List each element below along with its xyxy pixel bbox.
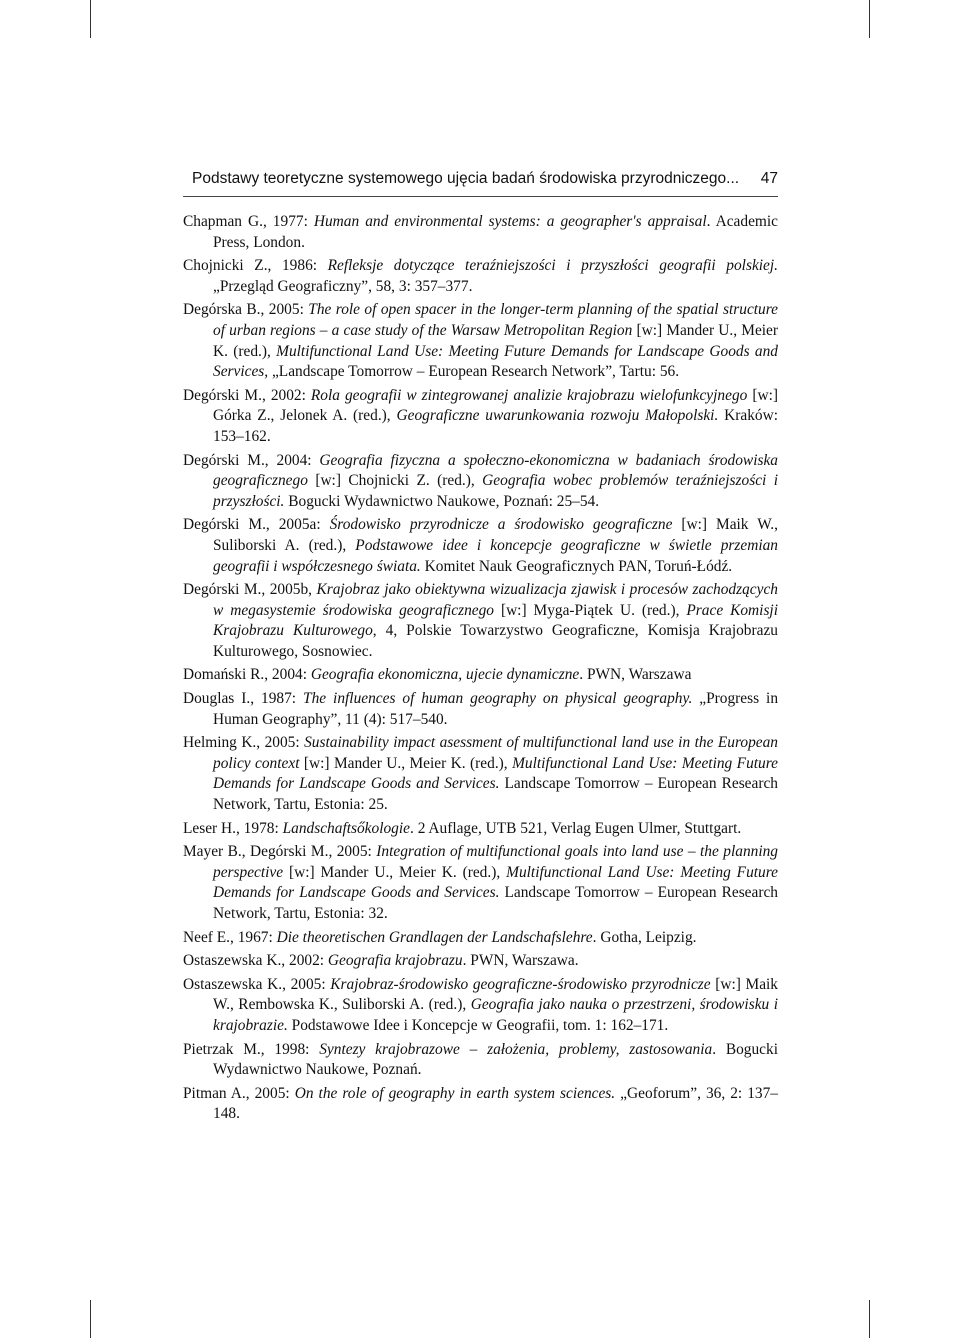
reference-entry (183, 1084, 778, 1125)
reference-title: Multifunctional Land Use: Meeting Future Demands for Landscape Goods and Services, (213, 342, 778, 381)
reference-text: „Landscape Tomorrow – European Research Network”, Tartu: 56. (268, 363, 680, 381)
reference-text: Pietrzak M., 1998: (183, 1040, 320, 1058)
reference-text: Ostaszewska K., 2005: (183, 975, 331, 993)
reference-text: „Przegląd Geograficzny”, 58, 3: 357–377. (213, 277, 473, 295)
reference-entry (183, 386, 778, 448)
reference-title: Sustainability impact asessment of multifunctional land use in the European policy context (213, 734, 778, 772)
reference-text: „Geoforum”, 36, 2: 137–148. (213, 1084, 778, 1123)
reference-entry (183, 665, 778, 686)
reference-text: Podstawowe Idee i Koncepcje w Geografii, tom. 1: 162–171. (287, 1016, 669, 1034)
reference-title: Landschaftsőkologie (282, 819, 410, 837)
reference-title: Die theoretischen Grandlagen der Landschafslehre (276, 928, 593, 946)
reference-entry (183, 689, 778, 730)
reference-text: . 2 Auflage, UTB 521, Verlag Eugen Ulmer, Stuttgart. (410, 819, 742, 837)
reference-entry (183, 951, 778, 972)
reference-text: „Progress in Human Geography”, 11 (4): 517–540. (213, 690, 779, 728)
reference-text: Degórski M., 2005b, (183, 581, 317, 599)
reference-entry (183, 928, 778, 949)
reference-title: Geografia krajobrazu (327, 952, 463, 970)
header-divider (183, 196, 778, 197)
reference-title: Integration of multifunctional goals into land use – the planning perspective (213, 843, 779, 881)
reference-text: Ostaszewska K., 2002: (183, 952, 328, 970)
reference-text: Kraków: 153–162. (213, 407, 778, 445)
reference-text: . Gotha, Leipzig. (592, 928, 697, 946)
reference-text: . PWN, Warszawa (579, 666, 692, 684)
reference-text: Degórski M., 2005a: (183, 516, 330, 534)
reference-text: [w:] Chojnicki Z. (red.), (307, 472, 483, 490)
crop-mark-top-right (869, 0, 870, 38)
reference-entry (183, 733, 778, 815)
reference-text: Leser H., 1978: (183, 819, 283, 837)
reference-title: The influences of human geography on physical geography. (303, 690, 693, 708)
reference-text: Domański R., 2004: (183, 666, 311, 684)
reference-text: Landscape Tomorrow – European Research Network, Tartu, Estonia: 25. (213, 775, 778, 814)
reference-text: Degórski M., 2004: (183, 451, 320, 469)
reference-text: Bogucki Wydawnictwo Naukowe, Poznań: 25–54. (284, 492, 600, 510)
reference-title: Refleksje dotyczące teraźniejszości i przyszłości geografii polskiej. (327, 257, 778, 275)
reference-title: Rola geografii w zintegrowanej analizie krajobrazu wielofunkcyjnego (310, 386, 748, 404)
crop-mark-top-left (90, 0, 91, 38)
reference-title: Krajobraz jako obiektywna wizualizacja zjawisk i procesów zachodzących w megasystemie środowiska geograficznego (213, 581, 778, 619)
reference-title: Geograficzne uwarunkowania rozwoju Małopolski. (396, 407, 719, 425)
reference-entry (183, 580, 778, 662)
reference-text: [w:] Myga-Piątek U. (red.), (494, 601, 687, 619)
reference-text: Douglas I., 1987: (183, 690, 304, 708)
reference-entry (183, 256, 778, 297)
reference-text: Helming K., 2005: (183, 734, 305, 752)
reference-text: Komitet Nauk Geograficznych PAN, Toruń-Łódź. (420, 557, 733, 575)
reference-title: The role of open spacer in the longer-term planning of the spatial structure of urban regions – a case study of the Warsaw Metropolitan Region (213, 301, 778, 339)
reference-text: [w:] Mander U., Meier K. (red.), (213, 321, 779, 360)
reference-text: Degórski M., 2002: (183, 386, 311, 404)
reference-title: Geografia wobec problemów teraźniejszości i przyszłości. (213, 472, 778, 510)
reference-text: [w:] Górka Z., Jelonek A. (red.), (213, 386, 778, 425)
reference-entry (183, 300, 778, 382)
reference-text: Degórska B., 2005: (183, 301, 309, 319)
reference-text: Chojnicki Z., 1986: (183, 257, 328, 275)
reference-text: [w:] Maik W., Suliborski A. (red.), (213, 516, 779, 554)
crop-mark-bottom-right (869, 1300, 870, 1338)
reference-text: Mayer B., Degórski M., 2005: (183, 843, 377, 861)
reference-entry (183, 515, 778, 577)
page-number: 47 (760, 170, 778, 187)
reference-entry (183, 451, 778, 513)
reference-text: [w:] Maik W., Rembowska K., Suliborski A. (red.), (213, 975, 778, 1014)
reference-title: Środowisko przyrodnicze a środowisko geograficzne (329, 516, 673, 534)
reference-title: Geografia ekonomiczna, ujecie dynamiczne (310, 666, 580, 684)
reference-text: [w:] Mander U., Meier K. (red.), (283, 863, 507, 881)
reference-title: Syntezy krajobrazowe – założenia, problemy, zastosowania (319, 1040, 713, 1058)
reference-text: [w:] Mander U., Meier K. (red.), (299, 754, 513, 772)
reference-entry (183, 212, 778, 253)
running-header (192, 170, 778, 188)
reference-title: Geografia fizyczna a społeczno-ekonomiczna w badaniach środowiska geograficznego (213, 451, 778, 490)
reference-title: Geografia jako nauka o przestrzeni, środowisku i krajobrazie. (213, 996, 778, 1034)
reference-entry (183, 819, 778, 840)
reference-list (183, 212, 778, 1128)
reference-text: . Academic Press, London. (213, 213, 778, 251)
reference-title: Podstawowe idee i koncepcje geograficzne w świetle przemian geografii i współczesnego świata. (213, 536, 779, 575)
crop-mark-bottom-left (90, 1300, 91, 1338)
reference-text: Landscape Tomorrow – European Research Network, Tartu, Estonia: 32. (213, 884, 778, 922)
reference-title: Prace Komisji Krajobrazu Kulturowego (213, 601, 778, 640)
reference-title: On the role of geography in earth system sciences. (294, 1084, 616, 1102)
reference-title: Multifunctional Land Use: Meeting Future Demands for Landscape Goods and Services. (213, 863, 778, 902)
reference-text: Chapman G., 1977: (183, 213, 314, 230)
reference-text: . PWN, Warszawa. (462, 952, 579, 970)
reference-title: Human and environmental systems: a geographer's appraisal (313, 213, 707, 230)
reference-text: , 4, Polskie Towarzystwo Geograficzne, Komisja Krajobrazu Kulturowego, Sosnowiec. (213, 622, 778, 660)
reference-entry (183, 842, 778, 924)
reference-text: . Bogucki Wydawnictwo Naukowe, Poznań. (213, 1040, 778, 1079)
reference-title: Multifunctional Land Use: Meeting Future Demands for Landscape Goods and Services. (213, 754, 778, 793)
reference-entry (183, 1040, 778, 1081)
reference-text: Pitman A., 2005: (183, 1084, 295, 1102)
reference-entry (183, 975, 778, 1037)
reference-text: Neef E., 1967: (183, 928, 277, 946)
reference-title: Krajobraz-środowisko geograficzne-środowisko przyrodnicze (330, 975, 711, 993)
running-title: Podstawy teoretyczne systemowego ujęcia badań środowiska przyrodniczego... (192, 170, 740, 187)
